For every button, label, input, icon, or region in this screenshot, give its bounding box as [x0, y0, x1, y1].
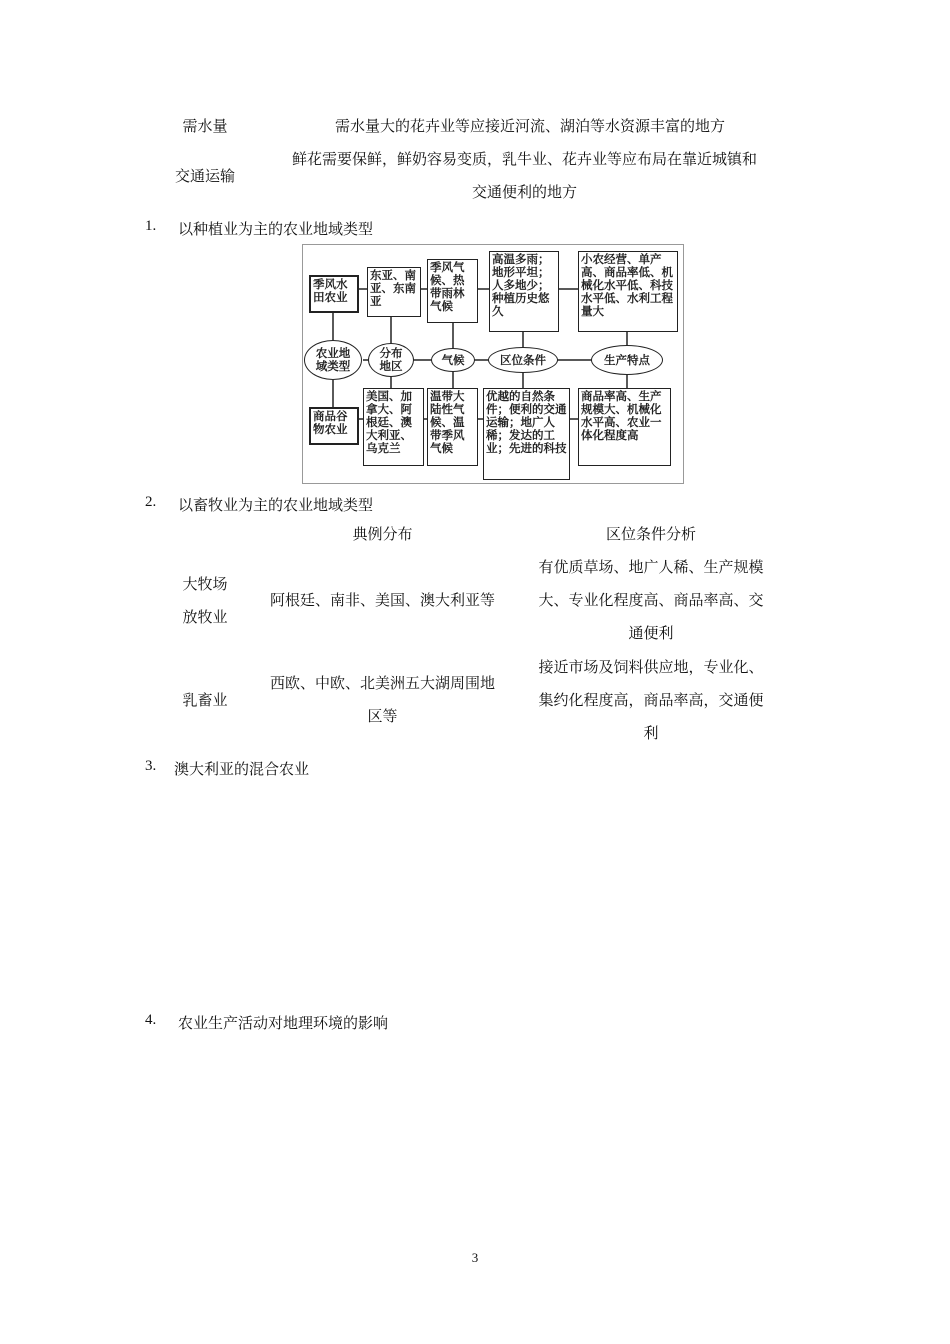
- page-number: 3: [471, 1250, 479, 1265]
- climate-oval-label: 气候: [441, 352, 465, 367]
- type-box-paddy-rice: 季风水田农业: [309, 275, 359, 313]
- row-conditions-line3: 通便利: [628, 624, 674, 642]
- agriculture-diagram: [302, 244, 684, 484]
- row-type-line2: 放牧业: [182, 608, 228, 626]
- section-number: 1.: [145, 218, 157, 234]
- row-type-line1: 大牧场: [182, 575, 228, 593]
- top-location-box: 高温多雨；地形平坦；人多地少；种植历史悠久: [489, 251, 559, 332]
- features-oval: [591, 345, 663, 375]
- location-oval-label: 区位条件: [500, 352, 546, 367]
- features-oval-label: 生产特点: [604, 352, 650, 367]
- row-text-transport-line1: 鲜花需要保鲜，鲜奶容易变质，乳牛业、花卉业等应布局在靠近城镇和: [291, 150, 757, 168]
- row-conditions-line2: 集约化程度高，商品率高，交通便: [538, 691, 764, 709]
- row-conditions-line1: 有优质草场、地广人稀、生产规模: [538, 558, 764, 576]
- type-box-commercial-grain: 商品谷物农业: [309, 407, 359, 445]
- row-conditions-line1: 接近市场及饲料供应地，专业化、: [538, 658, 764, 676]
- section-title: 澳大利亚的混合农业: [174, 760, 310, 778]
- root-oval: [304, 340, 362, 380]
- row-text-transport-line2: 交通便利的地方: [471, 183, 577, 201]
- bottom-climate-box: 温带大陆性气候、温带季风气候: [427, 388, 478, 466]
- top-distribution-box: 东亚、南亚、东南亚: [367, 267, 421, 317]
- header-conditions: 区位条件分析: [605, 525, 696, 543]
- bottom-features-box: 商品率高、生产规模大、机械化水平高、农业一体化程度高: [578, 388, 671, 466]
- row-type-line1: 乳畜业: [182, 691, 228, 709]
- row-conditions-line2: 大、专业化程度高、商品率高、交: [538, 591, 764, 609]
- top-features-box: 小农经营、单产高、商品率低、机械化水平低、科技水平低、水利工程量大: [578, 251, 678, 332]
- section-number: 2.: [145, 494, 157, 510]
- row-label-transport: 交通运输: [174, 167, 235, 185]
- row-distribution-line1: 西欧、中欧、北美洲五大湖周围地: [269, 674, 495, 692]
- header-distribution: 典例分布: [352, 525, 413, 543]
- top-climate-box: 季风气候、热带雨林气候: [427, 259, 478, 323]
- climate-oval: [431, 348, 475, 372]
- distribution-oval-label: 分布地区: [379, 346, 403, 373]
- distribution-oval: [368, 343, 414, 377]
- row-distribution: 阿根廷、南非、美国、澳大利亚等: [269, 591, 495, 609]
- row-distribution-line2: 区等: [367, 707, 398, 725]
- section-title: 以畜牧业为主的农业地域类型: [178, 496, 374, 514]
- row-text-water-demand: 需水量大的花卉业等应接近河流、湖泊等水资源丰富的地方: [334, 117, 725, 135]
- section-number: 4.: [145, 1012, 157, 1028]
- bottom-location-box: 优越的自然条件；便利的交通运输；地广人稀；发达的工业；先进的科技: [483, 388, 570, 480]
- bottom-distribution-box: 美国、加拿大、阿根廷、澳大利亚、乌克兰: [363, 388, 424, 466]
- row-conditions-line3: 利: [643, 724, 659, 742]
- section-title: 农业生产活动对地理环境的影响: [178, 1014, 389, 1032]
- section-number: 3.: [145, 758, 157, 774]
- location-oval: [488, 347, 558, 373]
- row-label-water-demand: 需水量: [182, 117, 228, 135]
- root-oval-label: 农业地域类型: [315, 346, 351, 373]
- section-title: 以种植业为主的农业地域类型: [178, 220, 374, 238]
